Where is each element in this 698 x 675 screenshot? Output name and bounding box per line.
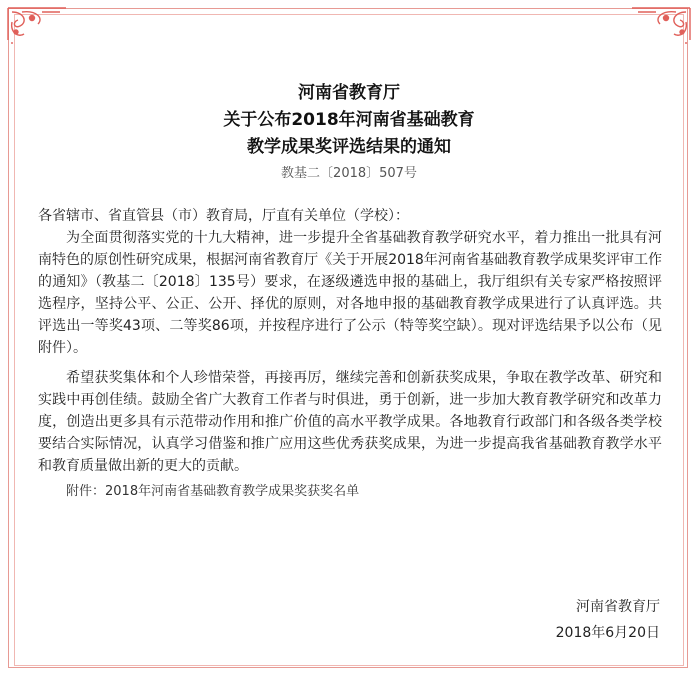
notice-title-line1: 关于公布2018年河南省基础教育 [223, 110, 475, 130]
document-number: 教基二〔2018〕507号 [281, 166, 417, 181]
attachment-link[interactable]: 附件：2018年河南省基础教育教学成果奖获奖名单 [66, 484, 360, 499]
issue-date: 2018年6月20日 [555, 625, 660, 641]
paragraph-1: 为全面贯彻落实党的十九大精神，进一步提升全省基础教育教学研究水平，着力推出一批具有河南特色的原创性研究成果，根据河南省教育厅《关于开展2018年河南省基础教育教学成果奖评审工作的通知》（教基二〔2018〕135号）要求，在逐级遴选申报的基础上，我厅组织有关专家严格按照评选程序，坚持公平、公正、公开、择优的原则，对各地申报的基础教育教学成果进行了认真评选。共评选出一等奖43项、二等奖86项，并按程序进行了公示（特等奖空缺）。现对评选结果予以公布（见附件）。 [38, 230, 662, 356]
corner-ornament-right-icon [626, 2, 696, 46]
issuer-title: 河南省教育厅 [298, 83, 400, 103]
document-header [0, 80, 698, 185]
issuer-signature: 河南省教育厅 [576, 599, 660, 615]
salutation: 各省辖市、省直管县（市）教育局，厅直有关单位（学校）： [38, 208, 409, 224]
notice-title-line2: 教学成果奖评选结果的通知 [247, 137, 451, 157]
signature-block [556, 594, 660, 646]
document-body [38, 205, 662, 503]
corner-ornament-left-icon [2, 2, 72, 46]
paragraph-2: 希望获奖集体和个人珍惜荣誉，再接再厉，继续完善和创新获奖成果，争取在教学改革、研究和实践中再创佳绩。鼓励全省广大教育工作者与时俱进，勇于创新，进一步加大教育教学研究和改革力度，创造出更多具有示范带动作用和推广价值的高水平教学成果。各地教育行政部门和各级各类学校要结合实际情况，认真学习借鉴和推广应用这些优秀获奖成果，为进一步提高我省基础教育教学水平和教育质量做出新的更大的贡献。 [38, 370, 662, 474]
